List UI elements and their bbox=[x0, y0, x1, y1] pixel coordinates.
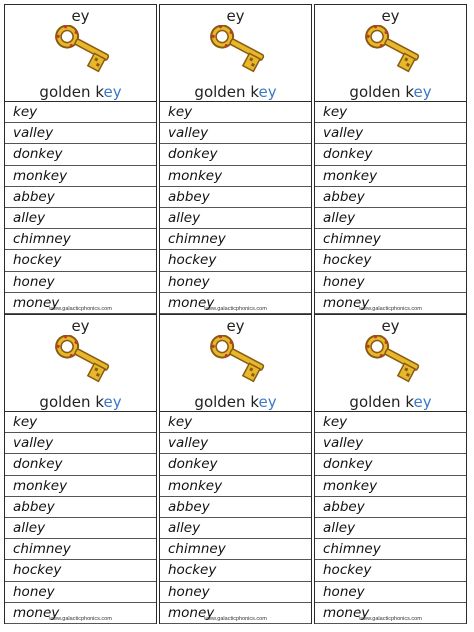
golden-key-icon bbox=[43, 335, 119, 391]
sound-label: ey bbox=[71, 7, 90, 25]
key-phrase bbox=[160, 83, 311, 101]
key-phrase bbox=[315, 83, 466, 101]
key-phrase-highlight: ey bbox=[413, 83, 432, 101]
word-item: abbey bbox=[160, 187, 311, 208]
word-item: abbey bbox=[315, 187, 466, 208]
word-item: monkey bbox=[160, 476, 311, 497]
key-phrase-highlight: ey bbox=[103, 83, 122, 101]
word-item: alley bbox=[5, 518, 156, 539]
word-item: monkey bbox=[315, 476, 466, 497]
card-header bbox=[160, 5, 311, 102]
word-list bbox=[5, 102, 156, 314]
key-phrase-highlight: ey bbox=[413, 393, 432, 411]
word-list bbox=[315, 412, 466, 624]
word-item: valley bbox=[315, 433, 466, 454]
sound-label: ey bbox=[226, 7, 245, 25]
word-item: donkey bbox=[315, 144, 466, 165]
word-item: key bbox=[5, 102, 156, 123]
website-footer: www.galacticphonics.com bbox=[359, 616, 422, 622]
word-item: hockey bbox=[5, 250, 156, 271]
word-item: donkey bbox=[160, 144, 311, 165]
word-item: honey bbox=[5, 272, 156, 293]
word-item: abbey bbox=[160, 497, 311, 518]
word-item: key bbox=[315, 102, 466, 123]
word-item: monkey bbox=[160, 166, 311, 187]
golden-key-icon bbox=[198, 25, 274, 81]
word-item: alley bbox=[5, 208, 156, 229]
key-phrase bbox=[5, 83, 156, 101]
word-list bbox=[160, 102, 311, 314]
sound-label: ey bbox=[71, 317, 90, 335]
word-list bbox=[5, 412, 156, 624]
word-item: abbey bbox=[5, 187, 156, 208]
word-item: abbey bbox=[5, 497, 156, 518]
golden-key-icon bbox=[353, 335, 429, 391]
phonics-card bbox=[314, 4, 467, 314]
word-item: chimney bbox=[160, 539, 311, 560]
word-item: honey bbox=[315, 582, 466, 603]
word-item: donkey bbox=[5, 454, 156, 475]
word-item: valley bbox=[5, 433, 156, 454]
word-item: money bbox=[315, 293, 466, 314]
word-item: chimney bbox=[5, 229, 156, 250]
word-item: alley bbox=[315, 208, 466, 229]
key-phrase-start: golden k bbox=[349, 393, 414, 411]
phonics-card bbox=[159, 4, 312, 314]
word-item: key bbox=[160, 412, 311, 433]
word-item: valley bbox=[160, 433, 311, 454]
word-item: valley bbox=[315, 123, 466, 144]
website-footer: www.galacticphonics.com bbox=[359, 306, 422, 312]
word-item: key bbox=[5, 412, 156, 433]
word-item: hockey bbox=[315, 250, 466, 271]
key-phrase bbox=[160, 393, 311, 411]
sound-label: ey bbox=[381, 317, 400, 335]
word-item: alley bbox=[160, 518, 311, 539]
card-header bbox=[5, 5, 156, 102]
key-phrase-highlight: ey bbox=[258, 393, 277, 411]
word-item: monkey bbox=[315, 166, 466, 187]
key-phrase-start: golden k bbox=[194, 393, 259, 411]
card-header bbox=[315, 315, 466, 412]
golden-key-icon bbox=[198, 335, 274, 391]
word-item: money bbox=[5, 293, 156, 314]
word-item: donkey bbox=[5, 144, 156, 165]
golden-key-icon bbox=[43, 25, 119, 81]
golden-key-icon bbox=[353, 25, 429, 81]
key-phrase-start: golden k bbox=[39, 393, 104, 411]
card-header bbox=[5, 315, 156, 412]
word-item: chimney bbox=[315, 539, 466, 560]
word-item: chimney bbox=[315, 229, 466, 250]
phonics-card bbox=[314, 314, 467, 624]
phonics-card bbox=[4, 314, 157, 624]
sound-label: ey bbox=[226, 317, 245, 335]
word-item: honey bbox=[315, 272, 466, 293]
word-item: valley bbox=[5, 123, 156, 144]
key-phrase-start: golden k bbox=[349, 83, 414, 101]
word-item: monkey bbox=[5, 166, 156, 187]
phonics-card bbox=[159, 314, 312, 624]
word-item: valley bbox=[160, 123, 311, 144]
word-item: chimney bbox=[5, 539, 156, 560]
flashcard-sheet bbox=[4, 4, 467, 624]
word-item: money bbox=[315, 603, 466, 624]
website-footer: www.galacticphonics.com bbox=[204, 306, 267, 312]
word-item: money bbox=[160, 603, 311, 624]
word-item: money bbox=[5, 603, 156, 624]
key-phrase bbox=[5, 393, 156, 411]
website-footer: www.galacticphonics.com bbox=[204, 616, 267, 622]
key-phrase-start: golden k bbox=[194, 83, 259, 101]
word-item: hockey bbox=[160, 560, 311, 581]
word-item: abbey bbox=[315, 497, 466, 518]
key-phrase-highlight: ey bbox=[103, 393, 122, 411]
word-item: monkey bbox=[5, 476, 156, 497]
word-item: hockey bbox=[5, 560, 156, 581]
key-phrase-highlight: ey bbox=[258, 83, 277, 101]
website-footer: www.galacticphonics.com bbox=[49, 616, 112, 622]
word-item: donkey bbox=[315, 454, 466, 475]
sound-label: ey bbox=[381, 7, 400, 25]
word-item: money bbox=[160, 293, 311, 314]
word-item: donkey bbox=[160, 454, 311, 475]
word-item: chimney bbox=[160, 229, 311, 250]
word-item: hockey bbox=[160, 250, 311, 271]
key-phrase-start: golden k bbox=[39, 83, 104, 101]
website-footer: www.galacticphonics.com bbox=[49, 306, 112, 312]
word-item: alley bbox=[315, 518, 466, 539]
word-item: honey bbox=[5, 582, 156, 603]
card-header bbox=[315, 5, 466, 102]
word-item: honey bbox=[160, 582, 311, 603]
word-item: hockey bbox=[315, 560, 466, 581]
card-header bbox=[160, 315, 311, 412]
word-list bbox=[315, 102, 466, 314]
key-phrase bbox=[315, 393, 466, 411]
word-item: key bbox=[160, 102, 311, 123]
word-list bbox=[160, 412, 311, 624]
word-item: honey bbox=[160, 272, 311, 293]
word-item: key bbox=[315, 412, 466, 433]
word-item: alley bbox=[160, 208, 311, 229]
phonics-card bbox=[4, 4, 157, 314]
